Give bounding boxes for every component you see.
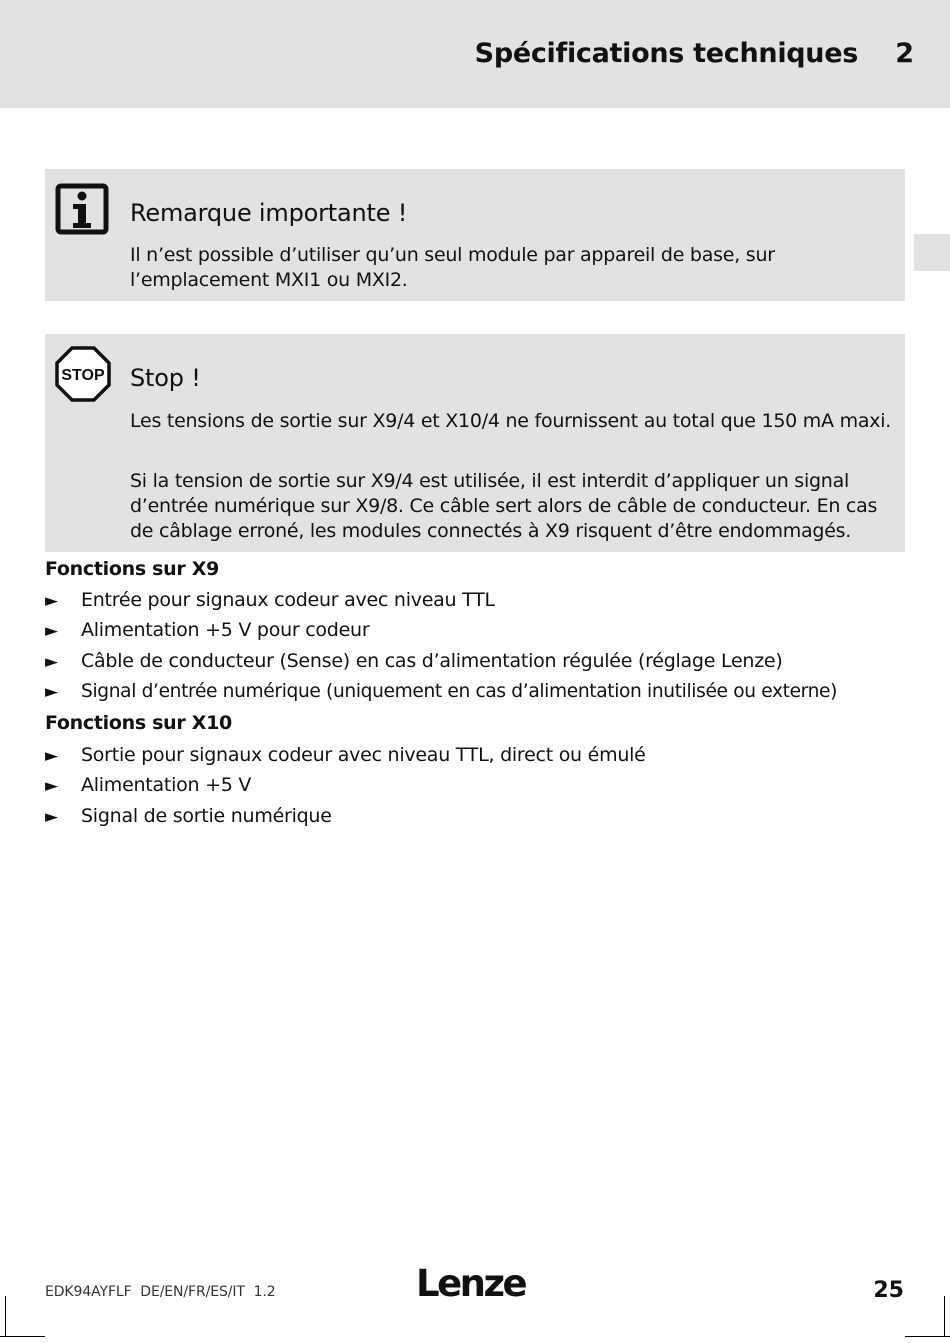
list-item: ► Alimentation +5 V pour codeur [45, 615, 837, 645]
stop-warning-box [45, 334, 905, 552]
x9-function-list [45, 585, 837, 706]
stop-title: Stop ! [130, 364, 201, 392]
crop-mark [0, 1336, 45, 1337]
crop-mark [944, 1296, 945, 1337]
header-title: Spécifications techniques [474, 38, 858, 69]
bullet-arrow-icon: ► [45, 621, 58, 642]
page-number: 25 [873, 1278, 904, 1303]
crop-mark [5, 1296, 6, 1337]
stop-sign-icon [55, 346, 111, 402]
bullet-arrow-icon: ► [45, 591, 58, 611]
list-item: ► Signal de sortie numérique [45, 801, 646, 831]
stop-sign-text: STOP [61, 367, 105, 384]
chapter-number: 2 [895, 38, 914, 69]
page-header [0, 0, 950, 108]
bullet-arrow-icon: ► [45, 746, 58, 766]
list-item: ► Câble de conducteur (Sense) en cas d’alimentation régulée (réglage Lenze) [45, 646, 837, 676]
list-item: ► Signal d’entrée numérique (uniquement en cas d’alimentation inutilisée ou externe) [45, 676, 837, 706]
x9-heading: Fonctions sur X9 [45, 558, 220, 580]
note-title: Remarque importante ! [130, 199, 408, 227]
important-note-box [45, 169, 905, 301]
x10-function-list [45, 740, 646, 831]
info-icon [55, 181, 111, 237]
list-item: ► Alimentation +5 V [45, 770, 646, 800]
bullet-arrow-icon: ► [45, 776, 58, 797]
chapter-tab [914, 234, 950, 271]
stop-paragraph-2: Si la tension de sortie sur X9/4 est utilisée, il est interdit d’appliquer un signal d’entrée numérique sur X9/8. Ce câble sert alors de câble de conducteur. En cas de câblage erroné, les modules connectés à X9 risquent d’être endommagés. [130, 470, 878, 542]
bullet-arrow-icon: ► [45, 651, 58, 672]
note-text: Il n’est possible d’utiliser qu’un seul module par appareil de base, sur l’emplacement MXI1 ou MXI2. [130, 244, 775, 291]
bullet-arrow-icon: ► [45, 681, 58, 702]
stop-paragraph-1: Les tensions de sortie sur X9/4 et X10/4 ne fournissent au total que 150 mA maxi. [130, 410, 892, 432]
document-reference: EDK94AYFLF DE/EN/FR/ES/IT 1.2 [45, 1284, 276, 1300]
bullet-arrow-icon: ► [45, 806, 58, 827]
list-item: ► Sortie pour signaux codeur avec niveau TTL, direct ou émulé [45, 740, 646, 770]
list-item: ► Entrée pour signaux codeur avec niveau TTL [45, 585, 837, 615]
x10-heading: Fonctions sur X10 [45, 712, 232, 734]
lenze-logo: Lenze [416, 1262, 526, 1305]
